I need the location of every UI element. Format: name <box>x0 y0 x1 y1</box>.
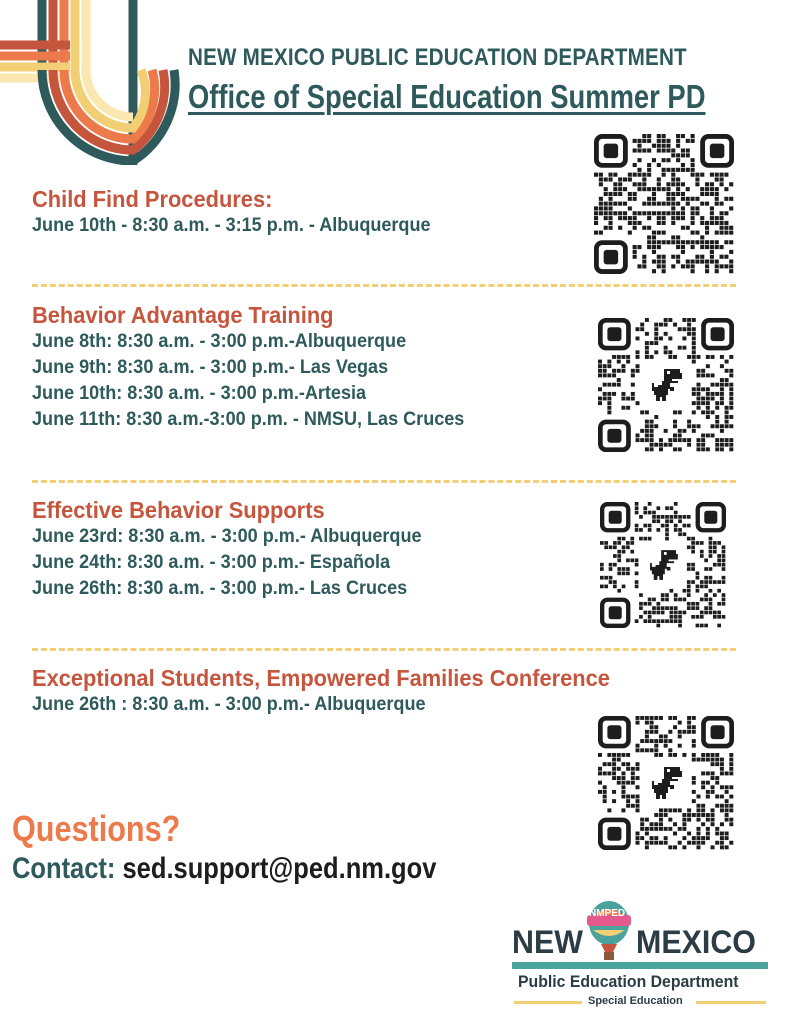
department-heading: NEW MEXICO PUBLIC EDUCATION DEPARTMENT <box>188 44 687 71</box>
qr-code-dino-icon[interactable] <box>598 716 734 850</box>
section-effective-behavior <box>32 497 442 602</box>
section-title: Exceptional Students, Empowered Families Conference <box>32 665 610 691</box>
session-line: June 24th: 8:30 a.m. - 3:00 p.m.- Española <box>32 552 391 573</box>
dashed-divider <box>32 284 736 287</box>
session-line: June 26th: 8:30 a.m. - 3:00 p.m.- Las Cruces <box>32 578 408 599</box>
section-title: Effective Behavior Supports <box>32 497 325 523</box>
dashed-divider <box>32 480 736 483</box>
questions-heading: Questions? <box>12 808 181 849</box>
dashed-divider <box>32 648 736 651</box>
qr-code-icon[interactable] <box>594 134 734 274</box>
session-line: June 26th : 8:30 a.m. - 3:00 p.m.- Albuquerque <box>32 694 426 715</box>
section-child-find <box>32 186 452 239</box>
contact-line <box>12 852 436 886</box>
logo-word-new: NEW <box>512 924 583 960</box>
logo-word-mexico: MEXICO <box>636 924 756 960</box>
session-line: June 9th: 8:30 a.m. - 3:00 p.m.- Las Vegas <box>32 357 389 378</box>
logo-division: Special Education <box>588 995 683 1007</box>
section-behavior-advantage <box>32 302 487 433</box>
session-line: June 8th: 8:30 a.m. - 3:00 p.m.-Albuquerque <box>32 331 407 352</box>
session-line: June 10th: 8:30 a.m. - 3:00 p.m.-Artesia <box>32 383 367 404</box>
logo-gold-line <box>514 1001 582 1004</box>
section-conference <box>32 665 640 718</box>
contact-email-link[interactable]: sed.support@ped.nm.gov <box>122 852 437 885</box>
logo-subtitle: Public Education Department <box>518 972 739 991</box>
session-line: June 11th: 8:30 a.m.-3:00 p.m. - NMSU, Las Cruces <box>32 409 465 430</box>
page-title: Office of Special Education Summer PD <box>188 78 706 115</box>
session-line: June 10th - 8:30 a.m. - 3:15 p.m. - Albuquerque <box>32 215 431 236</box>
logo-badge-text: NMPED <box>589 908 626 919</box>
retro-arc-graphic <box>0 0 180 165</box>
session-line: June 23rd: 8:30 a.m. - 3:00 p.m.- Albuquerque <box>32 526 422 547</box>
section-title: Behavior Advantage Training <box>32 302 334 328</box>
logo-gold-line <box>696 1001 766 1004</box>
section-title: Child Find Procedures: <box>32 186 273 212</box>
qr-code-dino-icon[interactable] <box>600 502 726 628</box>
qr-code-dino-icon[interactable] <box>598 318 734 452</box>
contact-label: Contact: <box>12 852 116 885</box>
logo-teal-bar <box>512 962 768 969</box>
